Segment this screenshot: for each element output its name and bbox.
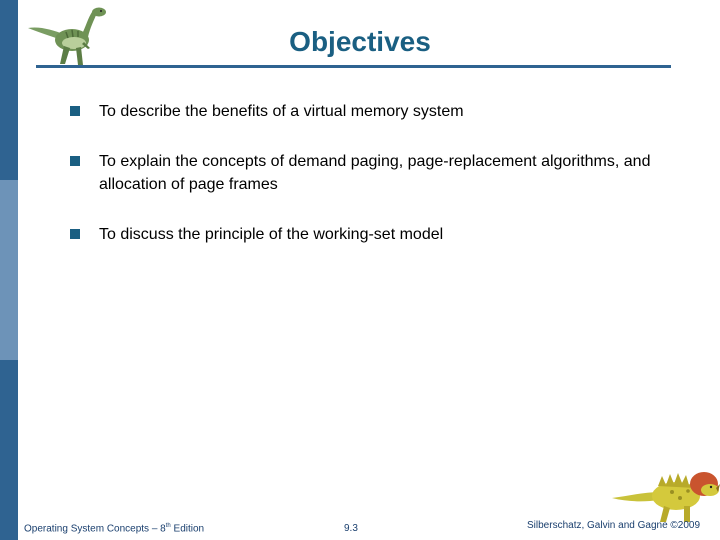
list-item xyxy=(70,223,700,246)
list-item xyxy=(70,100,700,123)
sidebar-band-bottom xyxy=(0,360,18,540)
footer-book-title xyxy=(24,523,204,534)
list-item xyxy=(70,150,700,196)
square-bullet-icon xyxy=(70,229,80,239)
dinosaur-icon xyxy=(610,462,720,524)
bullet-text: To describe the benefits of a virtual memory system xyxy=(99,103,464,120)
square-bullet-icon xyxy=(70,156,80,166)
page-title: Objectives xyxy=(289,26,431,57)
bullet-text: To discuss the principle of the working-set model xyxy=(99,226,444,243)
sidebar-band-middle xyxy=(0,180,18,360)
square-bullet-icon xyxy=(70,106,80,116)
footer-edition-superscript: th xyxy=(165,523,171,529)
footer-book-title-text: Operating System Concepts – 8 xyxy=(24,523,166,535)
sidebar-band xyxy=(0,0,18,540)
footer-edition-suffix: Edition xyxy=(170,523,205,535)
footer-copyright: Silberschatz, Galvin and Gagne ©2009 xyxy=(527,520,701,531)
bullet-text: To explain the concepts of demand paging, page-replacement algorithms, and allocation of page frames xyxy=(99,153,651,193)
footer-page-number: 9.3 xyxy=(344,523,358,534)
title-underline xyxy=(36,65,671,68)
